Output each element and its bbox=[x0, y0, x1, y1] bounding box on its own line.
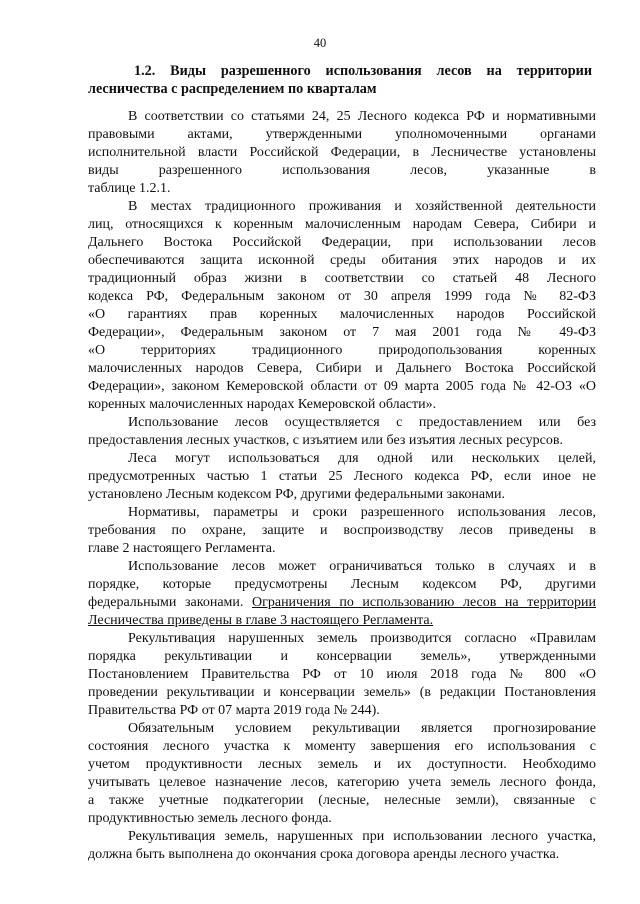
text-line: требования по охране, защите и воспроизводству лесов приведены в bbox=[88, 523, 596, 538]
text-line bbox=[88, 594, 596, 612]
text-line: порядке, которые предусмотрены Лесным кодексом РФ, другими bbox=[88, 577, 596, 592]
text-line: учитывать целевое назначение лесов, категорию учета земель лесного фонда, bbox=[88, 775, 596, 790]
text-line: предоставления лесных участков, с изъятием или без изъятия лесных ресурсов. bbox=[88, 433, 563, 448]
text-line: Использование лесов осуществляется с предоставлением или без bbox=[128, 415, 596, 430]
text-line: порядка рекультивации и консервации земель», утвержденными bbox=[88, 649, 596, 664]
text-line bbox=[88, 612, 596, 630]
text-line: В местах традиционного проживания и хозяйственной деятельности bbox=[128, 199, 596, 214]
text-line: кодекса РФ, Федеральным законом от 30 апреля 1999 года № 82-ФЗ bbox=[88, 289, 596, 304]
text-line: Рекультивация земель, нарушенных при использовании лесного участка, bbox=[128, 829, 596, 844]
text-line: состояния лесного участка к моменту завершения его использования с bbox=[88, 739, 596, 754]
text-line: коренных малочисленных народах Кемеровской области». bbox=[88, 397, 437, 412]
paragraph bbox=[88, 198, 596, 414]
text-line: должна быть выполнена до окончания срока договора аренды лесного участка. bbox=[88, 847, 560, 862]
text-line: таблице 1.2.1. bbox=[88, 181, 171, 196]
text-line: традиционный образ жизни в соответствии со статьей 48 Лесного bbox=[88, 271, 596, 286]
page-number: 40 bbox=[313, 36, 327, 50]
text-line: Обязательным условием рекультивации является прогнозирование bbox=[128, 721, 596, 736]
text-line: исполнительной власти Российской Федерации, в Лесничестве установлены bbox=[88, 145, 596, 160]
text-line: «О гарантиях прав коренных малочисленных народов Российской bbox=[88, 307, 596, 322]
text-line: предусмотренных частью 1 статьи 25 Лесного кодекса РФ, если иное не bbox=[88, 469, 596, 484]
underlined-reference: Лесничества приведены в главе 3 настоящего Регламента. bbox=[88, 613, 434, 628]
paragraph bbox=[88, 450, 596, 504]
document-body bbox=[88, 108, 596, 864]
text-line: Федерации», Федеральным законом от 7 мая 2001 года № 49-ФЗ bbox=[88, 325, 596, 340]
text-line: а также учетные подкатегории (лесные, нелесные земли), связанные с bbox=[88, 793, 596, 808]
text-line: Леса могут использоваться для одной или нескольких целей, bbox=[128, 451, 596, 466]
text-line: лиц, относящихся к коренным малочисленным народам Севера, Сибири и bbox=[88, 217, 596, 232]
text-line: главе 2 настоящего Регламента. bbox=[88, 541, 276, 556]
text-line: малочисленных народов Севера, Сибири и Дальнего Востока Российской bbox=[88, 361, 596, 376]
text-line: установлено Лесным кодексом РФ, другими федеральными законами. bbox=[88, 487, 505, 502]
text-line: Нормативы, параметры и сроки разрешенного использования лесов, bbox=[128, 505, 596, 520]
heading-line: лесничества с распределением по кварталам bbox=[88, 81, 377, 97]
text-line: Правительства РФ от 07 марта 2019 года № 244). bbox=[88, 703, 380, 718]
text-segment: федеральными законами. bbox=[88, 595, 252, 610]
paragraph bbox=[88, 414, 596, 450]
paragraph bbox=[88, 504, 596, 558]
underlined-reference: Ограничения по использованию лесов на территории bbox=[252, 595, 596, 610]
text-line: виды разрешенного использования лесов, указанные в bbox=[88, 163, 596, 178]
text-line: Рекультивация нарушенных земель производится согласно «Правилам bbox=[128, 631, 596, 646]
paragraph bbox=[88, 720, 596, 828]
heading-line: 1.2. Виды разрешенного использования лесов на территории bbox=[134, 63, 592, 79]
text-line: обеспечиваются защита исконной среды обитания этих народов и их bbox=[88, 253, 596, 268]
paragraph bbox=[88, 828, 596, 864]
text-line: учетом продуктивности лесных земель и их доступности. Необходимо bbox=[88, 757, 596, 772]
text-line: Дальнего Востока Российской Федерации, при использовании лесов bbox=[88, 235, 596, 250]
text-line: проведении рекультивации и консервации земель» (в редакции Постановления bbox=[88, 685, 596, 700]
paragraph bbox=[88, 630, 596, 720]
text-line: Постановлением Правительства РФ от 10 июля 2018 года № 800 «О bbox=[88, 667, 596, 682]
text-line: В соответствии со статьями 24, 25 Лесного кодекса РФ и нормативными bbox=[128, 109, 596, 124]
text-line: «О территориях традиционного природопользования коренных bbox=[88, 343, 596, 358]
paragraph bbox=[88, 558, 596, 630]
section-heading bbox=[88, 62, 592, 98]
text-line: Федерации», законом Кемеровской области от 09 марта 2005 года № 42-ОЗ «О bbox=[88, 379, 596, 394]
text-line: Использование лесов может ограничиваться только в случаях и в bbox=[128, 559, 596, 574]
text-line: продуктивностью земель лесного фонда. bbox=[88, 811, 332, 826]
text-line: правовыми актами, утвержденными уполномоченными органами bbox=[88, 127, 596, 142]
paragraph bbox=[88, 108, 596, 198]
